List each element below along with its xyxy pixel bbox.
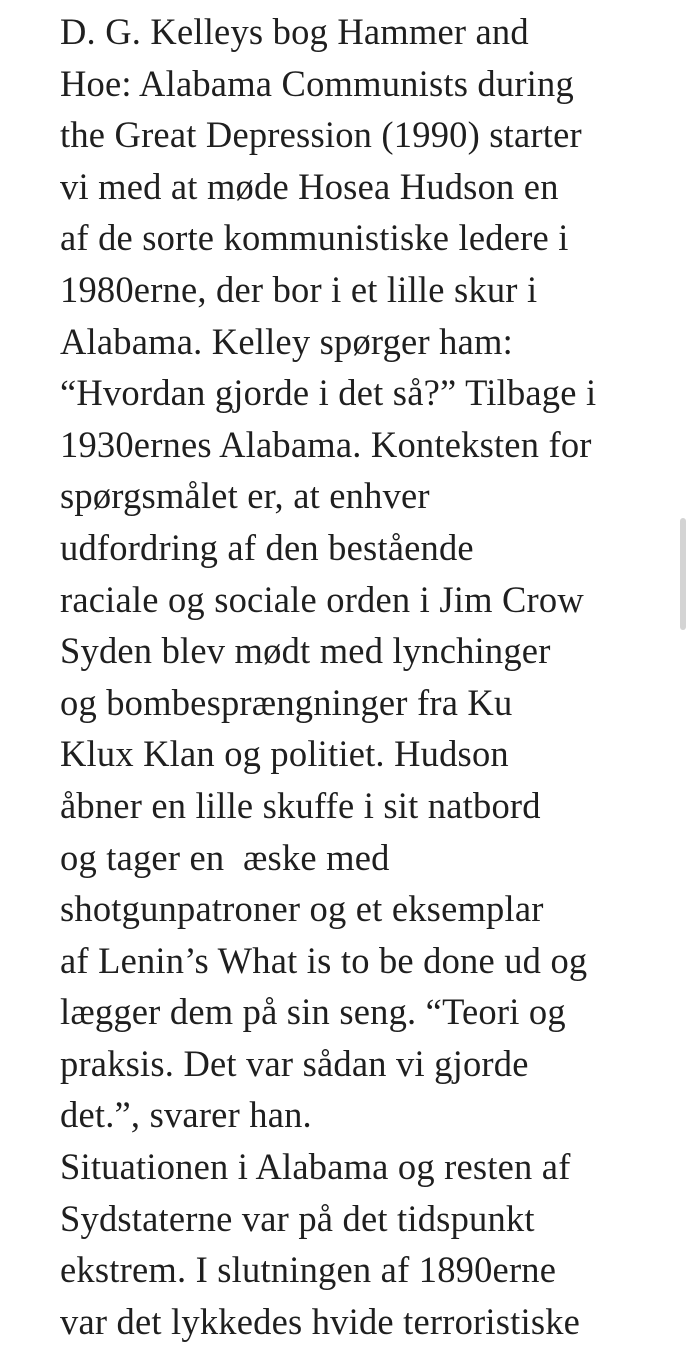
text-line: Hoe: Alabama Communists during xyxy=(60,62,574,104)
text-line: 1980erne, der bor i et lille skur i xyxy=(60,268,538,310)
text-line: og bombesprængninger fra Ku xyxy=(60,681,513,723)
scrollbar-thumb[interactable] xyxy=(680,518,686,630)
text-line: Situationen i Alabama og resten af xyxy=(60,1146,571,1188)
text-line: af Lenin’s What is to be done ud og xyxy=(60,939,588,981)
text-line: vi med at møde Hosea Hudson en xyxy=(60,165,559,207)
text-line: raciale og sociale orden i Jim Crow xyxy=(60,578,584,620)
text-line: praksis. Det var sådan vi gjorde xyxy=(60,1042,529,1084)
text-line: shotgunpatroner og et eksemplar xyxy=(60,888,544,930)
text-line: Alabama. Kelley spørger ham: xyxy=(60,320,513,362)
text-line: af de sorte kommunistiske ledere i xyxy=(60,217,569,259)
text-line: lægger dem på sin seng. “Teori og xyxy=(60,991,566,1033)
text-line: åbner en lille skuffe i sit natbord xyxy=(60,784,541,826)
text-line: udfordring af den bestående xyxy=(60,526,474,568)
text-line: og tager en æske med xyxy=(60,836,390,878)
text-line: Klux Klan og politiet. Hudson xyxy=(60,733,509,775)
text-line: “Hvordan gjorde i det så?” Tilbage i xyxy=(60,372,597,414)
text-line: 1930ernes Alabama. Konteksten for xyxy=(60,423,592,465)
article-body xyxy=(60,6,660,1347)
text-line: var det lykkedes hvide terroristiske xyxy=(60,1300,581,1342)
text-line: ekstrem. I slutningen af 1890erne xyxy=(60,1249,557,1291)
text-line: Syden blev mødt med lynchinger xyxy=(60,630,551,672)
text-line: spørgsmålet er, at enhver xyxy=(60,475,430,517)
text-line: D. G. Kelleys bog Hammer and xyxy=(60,11,529,52)
text-line: Sydstaterne var på det tidspunkt xyxy=(60,1197,535,1239)
text-line: det.”, svarer han. xyxy=(60,1094,312,1136)
text-line: the Great Depression (1990) starter xyxy=(60,114,582,156)
